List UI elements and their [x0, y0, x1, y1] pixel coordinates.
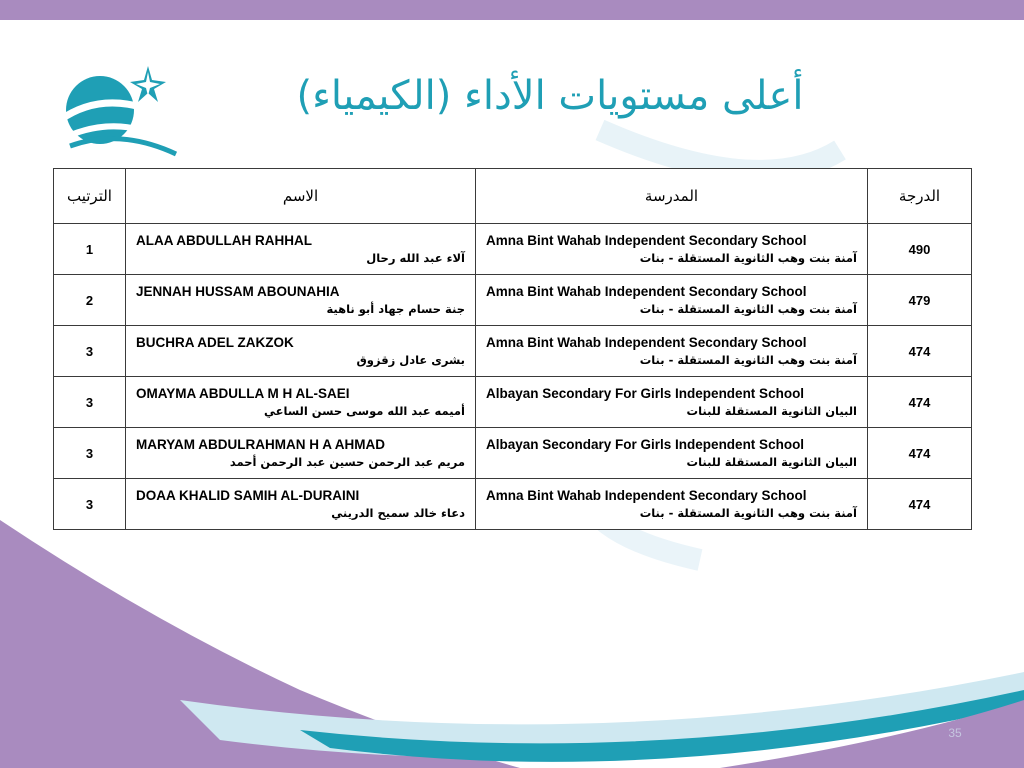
table-row	[54, 428, 972, 479]
school-cell	[476, 326, 868, 377]
table-row	[54, 224, 972, 275]
rank-cell: 1	[54, 224, 126, 275]
school-cell	[476, 275, 868, 326]
rank-cell: 3	[54, 377, 126, 428]
rank-cell: 2	[54, 275, 126, 326]
table-row	[54, 479, 972, 530]
star-globe-logo-icon	[50, 62, 180, 162]
student-name-ar: آلاء عبد الله رحال	[366, 251, 465, 265]
student-name-ar: أميمه عبد الله موسى حسن الساعي	[264, 404, 465, 418]
student-name-en: MARYAM ABDULRAHMAN H A AHMAD	[136, 437, 385, 452]
rank-cell: 3	[54, 428, 126, 479]
table-row	[54, 326, 972, 377]
school-name-en: Amna Bint Wahab Independent Secondary School	[486, 233, 807, 248]
school-cell	[476, 224, 868, 275]
school-name-en: Amna Bint Wahab Independent Secondary School	[486, 335, 807, 350]
student-name-en: OMAYMA ABDULLA M H AL-SAEI	[136, 386, 350, 401]
school-name-en: Amna Bint Wahab Independent Secondary School	[486, 488, 807, 503]
school-name-ar: البيان الثانوية المستقلة للبنات	[686, 455, 857, 469]
table-row	[54, 377, 972, 428]
name-cell	[126, 377, 476, 428]
school-name-ar: آمنة بنت وهب الثانوية المستقلة - بنات	[639, 506, 857, 520]
score-cell: 490	[868, 224, 972, 275]
name-cell	[126, 224, 476, 275]
name-cell	[126, 479, 476, 530]
student-name-ar: بشرى عادل زقزوق	[356, 353, 465, 367]
school-name-ar: آمنة بنت وهب الثانوية المستقلة - بنات	[639, 353, 857, 367]
name-cell	[126, 275, 476, 326]
results-table	[53, 168, 972, 530]
header-name: الاسم	[126, 169, 476, 224]
student-name-ar: جنة حسام جهاد أبو ناهية	[326, 302, 465, 316]
school-name-ar: آمنة بنت وهب الثانوية المستقلة - بنات	[639, 251, 857, 265]
school-name-en: Amna Bint Wahab Independent Secondary School	[486, 284, 807, 299]
school-name-en: Albayan Secondary For Girls Independent School	[486, 386, 805, 401]
student-name-ar: مريم عبد الرحمن حسين عبد الرحمن أحمد	[229, 455, 465, 469]
school-cell	[476, 479, 868, 530]
score-cell: 474	[868, 479, 972, 530]
table-row	[54, 275, 972, 326]
school-cell	[476, 377, 868, 428]
student-name-en: DOAA KHALID SAMIH AL-DURAINI	[136, 488, 360, 503]
header-rank: الترتيب	[54, 169, 126, 224]
slide-title: أعلى مستويات الأداء (الكيمياء)	[296, 73, 804, 119]
score-cell: 474	[868, 326, 972, 377]
school-name-ar: البيان الثانوية المستقلة للبنات	[686, 404, 857, 418]
school-name-ar: آمنة بنت وهب الثانوية المستقلة - بنات	[639, 302, 857, 316]
table-header-row	[54, 169, 972, 224]
student-name-en: ALAA ABDULLAH RAHHAL	[136, 233, 312, 248]
score-cell: 474	[868, 428, 972, 479]
header-score: الدرجة	[868, 169, 972, 224]
school-cell	[476, 428, 868, 479]
name-cell	[126, 326, 476, 377]
score-cell: 479	[868, 275, 972, 326]
student-name-ar: دعاء خالد سميح الدريني	[331, 506, 465, 520]
rank-cell: 3	[54, 479, 126, 530]
header-school: المدرسة	[476, 169, 868, 224]
student-name-en: JENNAH HUSSAM ABOUNAHIA	[136, 284, 340, 299]
rank-cell: 3	[54, 326, 126, 377]
name-cell	[126, 428, 476, 479]
page-number: 35	[948, 726, 962, 740]
student-name-en: BUCHRA ADEL ZAKZOK	[136, 335, 294, 350]
score-cell: 474	[868, 377, 972, 428]
school-name-en: Albayan Secondary For Girls Independent School	[486, 437, 805, 452]
